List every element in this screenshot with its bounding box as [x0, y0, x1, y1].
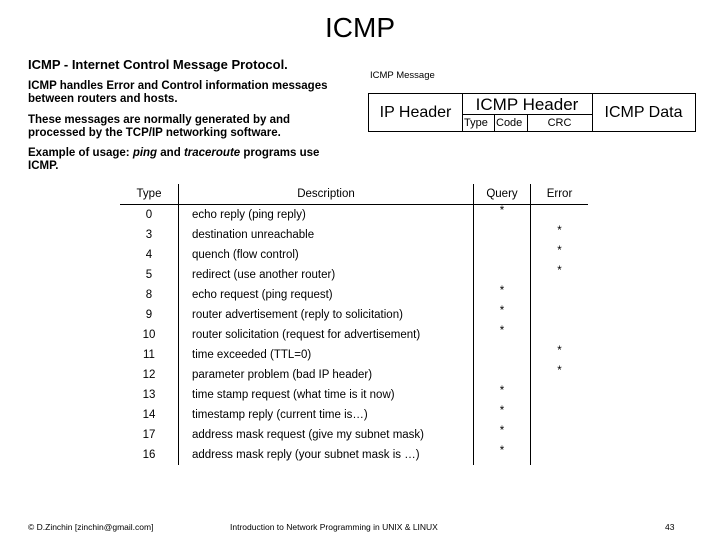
row-description: redirect (use another router): [179, 265, 474, 285]
type-field-label: Type: [464, 117, 488, 129]
page-title: ICMP: [325, 12, 395, 43]
row-type: 8: [145, 289, 153, 301]
icmp-data-box: ICMP Data: [604, 104, 683, 121]
row-query: *: [474, 305, 531, 325]
row-description: echo request (ping request): [179, 285, 474, 305]
code-field: [494, 114, 528, 132]
table-row: [120, 265, 588, 285]
row-type: 13: [142, 389, 156, 401]
table-header-row: [120, 184, 588, 205]
row-query: [474, 245, 531, 265]
header-query: Query: [474, 184, 531, 205]
row-query: *: [474, 285, 531, 305]
usage-traceroute: traceroute: [183, 147, 241, 159]
row-description: echo reply (ping reply): [179, 205, 474, 226]
table-row: [120, 325, 588, 345]
row-description: parameter problem (bad IP header): [179, 365, 474, 385]
row-error: *: [531, 265, 589, 285]
code-field-label: Code: [496, 117, 523, 129]
row-query: [474, 225, 531, 245]
icmp-header-box: [462, 94, 593, 131]
row-error: [531, 425, 589, 445]
table-row: [120, 425, 588, 445]
row-query: *: [474, 325, 531, 345]
table-row: [120, 365, 588, 385]
table-row: [120, 245, 588, 265]
row-error: *: [531, 345, 589, 365]
row-type: 16: [142, 449, 156, 461]
row-type: 10: [142, 329, 156, 341]
row-error: *: [531, 365, 589, 385]
page-number: 43: [665, 522, 675, 532]
row-error: *: [531, 245, 589, 265]
paragraph-usage-example: [28, 147, 348, 173]
row-description: quench (flow control): [179, 245, 474, 265]
table-row: [120, 345, 588, 365]
row-query: *: [474, 445, 531, 465]
usage-ping: ping: [132, 147, 158, 159]
row-description: address mask request (give my subnet mask): [179, 425, 474, 445]
row-type: 4: [145, 249, 153, 261]
row-type: 0: [145, 209, 153, 221]
row-error: [531, 385, 589, 405]
ip-header-box: IP Header: [369, 94, 463, 131]
usage-suffix: programs use ICMP.: [28, 147, 320, 172]
table-row: [120, 385, 588, 405]
row-type: 14: [142, 409, 156, 421]
row-query: *: [474, 385, 531, 405]
row-description: timestamp reply (current time is…): [179, 405, 474, 425]
row-type: 11: [143, 349, 155, 361]
table-row: [120, 285, 588, 305]
row-error: [531, 205, 589, 226]
row-type: 17: [142, 429, 156, 441]
table-row: [120, 405, 588, 425]
row-description: destination unreachable: [179, 225, 474, 245]
row-query: *: [474, 425, 531, 445]
row-query: *: [474, 405, 531, 425]
usage-prefix: Example of usage:: [28, 147, 133, 159]
header-type: Type: [120, 184, 179, 205]
header-description: Description: [179, 184, 474, 205]
row-query: *: [474, 205, 531, 226]
row-description: router advertisement (reply to solicitation): [179, 305, 474, 325]
row-error: *: [531, 225, 589, 245]
row-type: 5: [145, 269, 153, 281]
row-description: router solicitation (request for advertisement): [179, 325, 474, 345]
icmp-types-table: [120, 184, 588, 465]
row-query: [474, 345, 531, 365]
row-description: time stamp request (what time is it now): [179, 385, 474, 405]
footer-copyright: © D.Zinchin [zinchin@gmail.com]: [28, 522, 154, 532]
row-error: [531, 305, 589, 325]
table-row: [120, 225, 588, 245]
table-row: [120, 445, 588, 465]
type-field: [462, 114, 495, 132]
icmp-message-diagram: [368, 93, 696, 132]
row-description: time exceeded (TTL=0): [179, 345, 474, 365]
row-description: address mask reply (your subnet mask is …): [179, 445, 474, 465]
crc-field: CRC: [527, 114, 592, 132]
row-error: [531, 445, 589, 465]
row-type: 9: [145, 309, 153, 321]
table-row: [120, 305, 588, 325]
subtitle: ICMP - Internet Control Message Protocol.: [28, 57, 288, 72]
row-error: [531, 285, 589, 305]
row-error: [531, 325, 589, 345]
row-query: [474, 265, 531, 285]
row-type: 12: [142, 369, 156, 381]
row-error: [531, 405, 589, 425]
table-row: [120, 205, 588, 226]
icmp-message-label: ICMP Message: [370, 70, 435, 81]
paragraph-generated-by: These messages are normally generated by and processed by the TCP/IP networking software.: [28, 114, 291, 139]
header-error: Error: [531, 184, 589, 205]
usage-and: and: [157, 147, 184, 159]
paragraph-error-control: ICMP handles Error and Control information messages between routers and hosts.: [28, 80, 328, 105]
row-query: [474, 365, 531, 385]
footer-course-title: Introduction to Network Programming in UNIX & LINUX: [230, 522, 438, 532]
icmp-header-label: ICMP Header: [475, 95, 579, 114]
row-type: 3: [145, 229, 153, 241]
